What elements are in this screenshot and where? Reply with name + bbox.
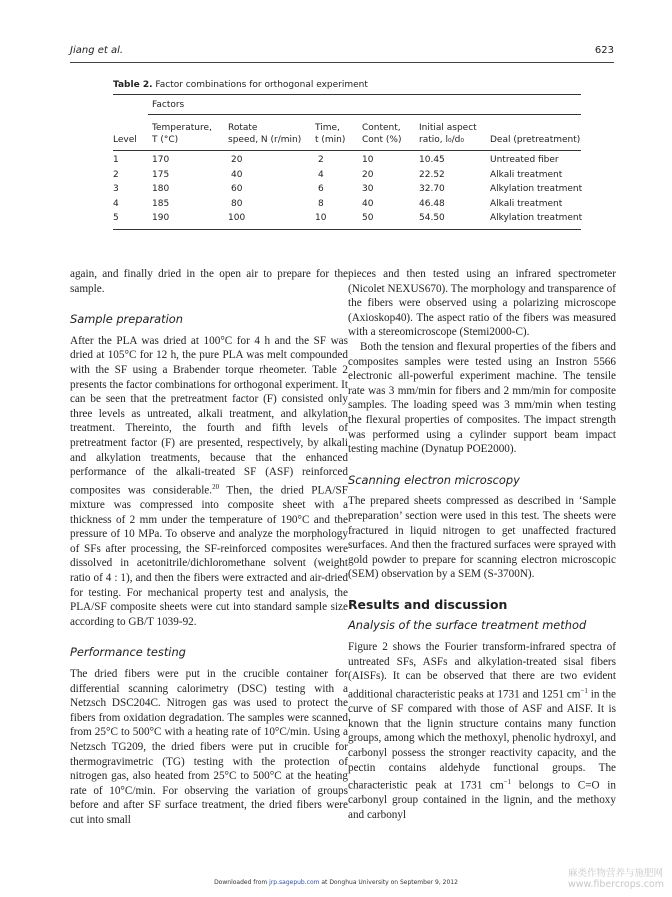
citation-ref: 20	[212, 482, 220, 491]
th-time: Time, t (min)	[315, 123, 346, 145]
paragraph: After the PLA was dried at 100°C for 4 h and the SF was dried at 105°C for 12 h, the pure PLA was melt compounded with the SF using a Brabender torque rheometer. Table 2 presents the factor combinations for orthogonal experiment. It can be seen that the pretreatment factor (F) consisted only three levels as untreated, alkali treatment, and alkylation treatment. Thereinto, the fourth and fifth levels of pretreatment factor (F) are presented, respectively, by alkali and alkylation treatments, because that the enhanced performance of the alkali-treated SF (ASF) reinforced composites was considerable.$^{20}$ Then, the dried PLA/SF mixture was compressed into composite sheet with a thickness of 2 mm under the temperature of 190°C and the pressure of 10 MPa. To observe and analyze the morphology of SFs after processing, the SF-reinforced composites were dissolved in acetonitrile/dichloromethane solvent (weight ratio of 4 : 1), and then the fibers were extracted and air-dried for testing. For mechanical property test and analysis, the PLA/SF composite sheets were cut into standard sample size according to GB/T 1039-92.	[70, 334, 348, 628]
table-group-rule	[148, 114, 581, 115]
section-heading-sem: Scanning electron microscopy	[348, 472, 520, 487]
paragraph: pieces and then tested using an infrared spectrometer (Nicolet NEXUS670). The morphology and transparence of the fibers were observed using a polarizing microscope (Axioskop40). The aspect ratio of the fibers was measured with a stereomicroscope (Stemi2000-C).	[348, 268, 616, 339]
footer-link[interactable]: jrp.sagepub.com	[269, 879, 320, 886]
header-rule	[70, 62, 614, 63]
right-column	[348, 267, 616, 823]
th-aspect-ratio: Initial aspect ratio, l₀/d₀	[419, 123, 477, 145]
left-column	[70, 267, 348, 828]
table-caption	[113, 80, 368, 90]
table-bottom-rule	[113, 229, 581, 230]
table-top-rule	[113, 94, 581, 95]
table-label: Table 2.	[113, 80, 153, 90]
download-footer: Downloaded from jrp.sagepub.com at Donghua University on September 9, 2012	[214, 879, 458, 886]
th-temperature: Temperature, T (°C)	[152, 123, 212, 145]
paragraph: The prepared sheets compressed as described in ‘Sample preparation’ section were used in this test. The sheets were fractured in liquid nitrogen to get unaffected fractured surfaces. And then the fractured surfaces were sprayed with gold powder to prepare for scanning electron microscopic (SEM) observation by a SEM (S-3700N).	[348, 495, 616, 581]
th-rotate-speed: Rotate speed, N (r/min)	[228, 123, 302, 145]
page-number: 623	[594, 45, 614, 56]
watermark: 麻类作物营养与施肥网 www.fibercrops.com	[567, 868, 664, 890]
section-heading-results: Results and discussion	[348, 596, 508, 612]
table-header-rule	[113, 150, 581, 151]
section-heading-sample-preparation: Sample preparation	[70, 312, 183, 327]
table-caption-text: Factor combinations for orthogonal experiment	[155, 80, 368, 90]
paragraph: Figure 2 shows the Fourier transform-infrared spectra of untreated SFs, ASFs and alkylation-treated sisal fibers (AISFs). It can be observed that there are two evident additional characteristic peaks at 1731 and 1251 $cm^{-1}$ in the curve of SF compared with those of ASF and AISF. It is known that the lignin structure contains many function groups, among which the methoxyl, phenolic hydroxyl, and carbonyl possess the stronger reactivity capacity, and the pectin contains aldehyde functional groups. The characteristic peak at 1731 $cm^{-1}$ belongs to C=O in carbonyl group contained in the lignin, and the methoxy and carbonyl	[348, 641, 616, 822]
subsection-heading-analysis: Analysis of the surface treatment method	[348, 618, 587, 633]
th-level: Level	[113, 135, 137, 145]
th-content: Content, Cont (%)	[362, 123, 402, 145]
table-group-header: Factors	[152, 100, 185, 110]
paragraph: Both the tension and flexural properties of the fibers and composites samples were tested using an Instron 5566 electronic all-powerful experiment machine. The tensile rate was 3 mm/min for fibers and 2 mm/min for composite samples. The loading speed was 3 mm/min when testing the flexural properties of composites. The impact strength was performed using a cylinder support beam impact testing machine (Dynatup POE2000).	[348, 340, 616, 456]
paragraph: The dried fibers were put in the crucible container for differential scanning calorimetry (DSC) testing with a Netzsch DSC204C. Nitrogen gas was used to protect the fibers from oxidation degradation. The samples were scanned from 25°C to 500°C with a heating rate of 10°C/min. Using a Netzsch TG209, the dried fibers were put in crucible for thermogravimetric (TG) testing with the protection of nitrogen gas, also heated from 25°C to 500°C at the heating rate of 10°C/min. For observing the variation of groups before and after SF surface treatment, the dried fibers were cut into small	[70, 667, 348, 826]
th-deal: Deal (pretreatment)	[490, 135, 581, 145]
running-head-author: Jiang et al.	[70, 45, 124, 56]
section-heading-performance-testing: Performance testing	[70, 645, 186, 660]
paragraph: again, and finally dried in the open air to prepare for the sample.	[70, 268, 348, 295]
